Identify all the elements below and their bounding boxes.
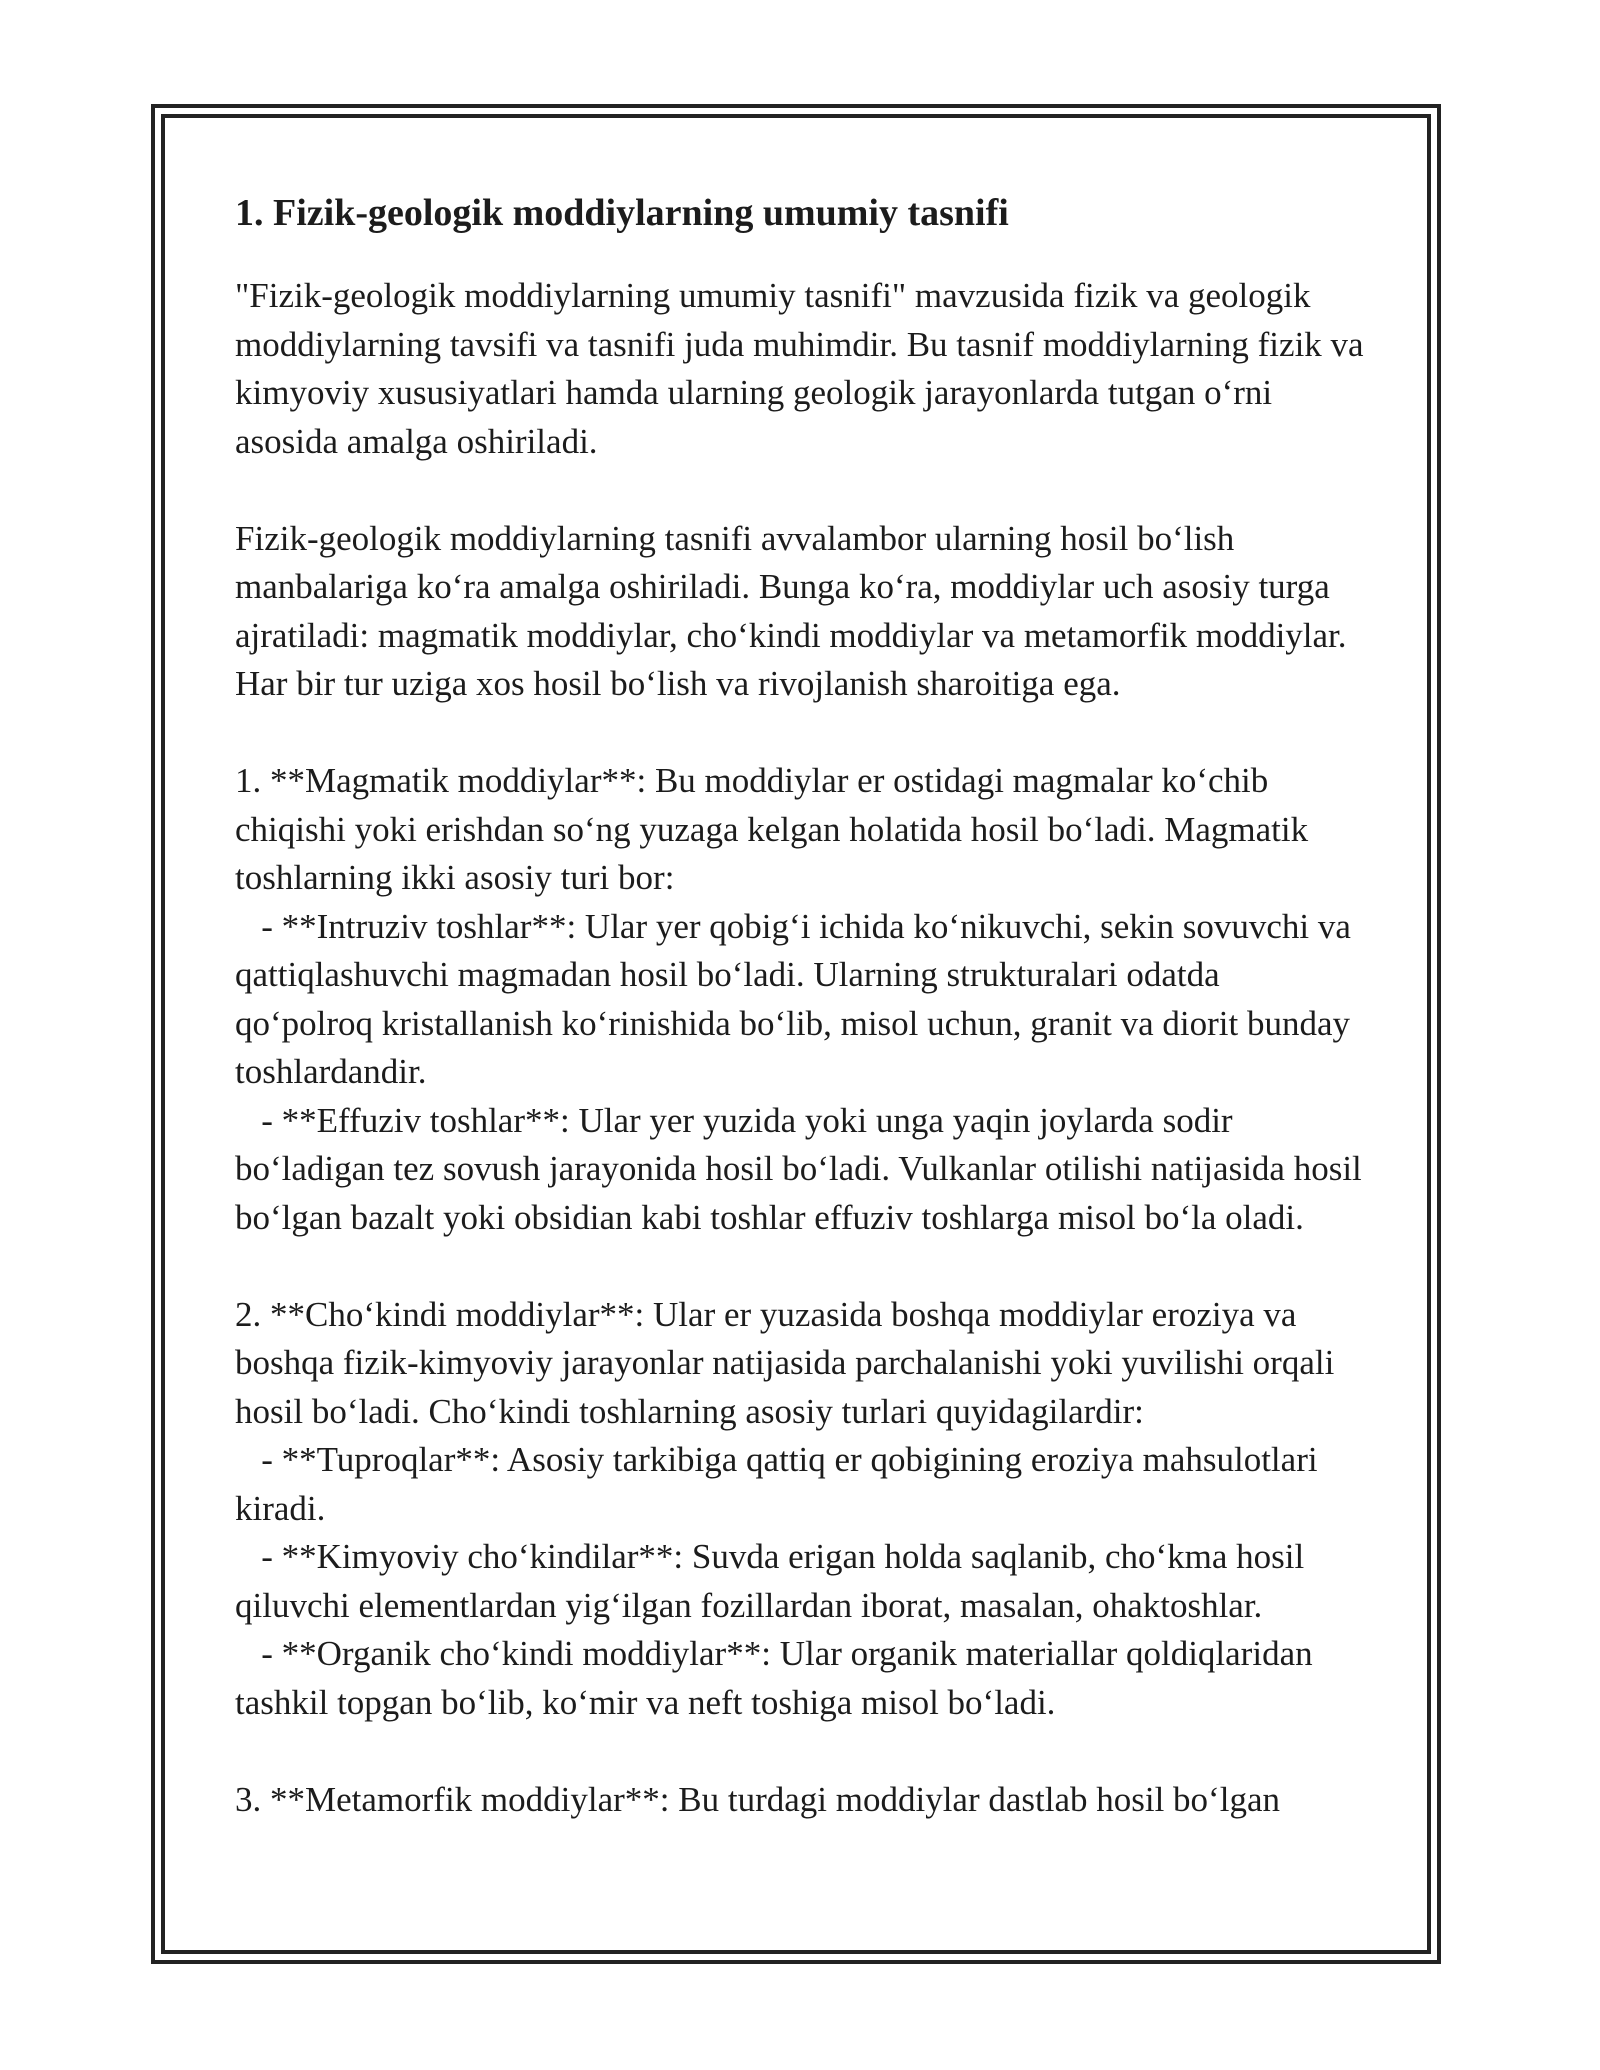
document-content	[235, 182, 1365, 1824]
body-text: "Fizik-geologik moddiylarning umumiy tasnifi" mavzusida fizik va geologik moddiylarning tavsifi va tasnifi juda muhimdir. Bu tasnif moddiylarning fizik va kimyoviy xususiyatlari hamda ularning geologik jarayonlarda tutgan o‘rni asosida amalga oshiriladi. Fizik-geologik moddiylarning tasnifi avvalambor ularning hosil bo‘lish manbalariga ko‘ra amalga oshiriladi. Bunga ko‘ra, moddiylar uch asosiy turga ajratiladi: magmatik moddiylar, cho‘kindi moddiylar va metamorfik moddiylar. Har bir tur uziga xos hosil bo‘lish va rivojlanish sharoitiga ega. 1. **Magmatik moddiylar**: Bu moddiylar er ostidagi magmalar ko‘chib chiqishi yoki erishdan so‘ng yuzaga kelgan holatida hosil bo‘ladi. Magmatik toshlarning ikki asosiy turi bor: - **Intruziv toshlar**: Ular yer qobig‘i ichida ko‘nikuvchi, sekin sovuvchi va qattiqlashuvchi magmadan hosil bo‘ladi. Ularning strukturalari odatda qo‘polroq kristallanish ko‘rinishida bo‘lib, misol uchun, granit va diorit bunday toshlardandir. - **Effuziv toshlar**: Ular yer yuzida yoki unga yaqin joylarda sodir bo‘ladigan tez sovush jarayonida hosil bo‘ladi. Vulkanlar otilishi natijasida hosil bo‘lgan bazalt yoki obsidian kabi toshlar effuziv toshlarga misol bo‘la oladi. 2. **Cho‘kindi moddiylar**: Ular er yuzasida boshqa moddiylar eroziya va boshqa fizik-kimyoviy jarayonlar natijasida parchalanishi yoki yuvilishi orqali hosil bo‘ladi. Cho‘kindi toshlarning asosiy turlari quyidagilardir: - **Tuproqlar**: Asosiy tarkibiga qattiq er qobigining eroziya mahsulotlari kiradi. - **Kimyoviy cho‘kindilar**: Suvda erigan holda saqlanib, cho‘kma hosil qiluvchi elementlardan yig‘ilgan fozillardan iborat, masalan, ohaktoshlar. - **Organik cho‘kindi moddiylar**: Ular organik materiallar qoldiqlaridan tashkil topgan bo‘lib, ko‘mir va neft toshiga misol bo‘ladi. 3. **Metamorfik moddiylar**: Bu turdagi moddiylar dastlab hosil bo‘lgan	[235, 276, 1364, 1819]
section-heading: 1. Fizik-geologik moddiylarning umumiy tasnifi	[235, 192, 1009, 234]
